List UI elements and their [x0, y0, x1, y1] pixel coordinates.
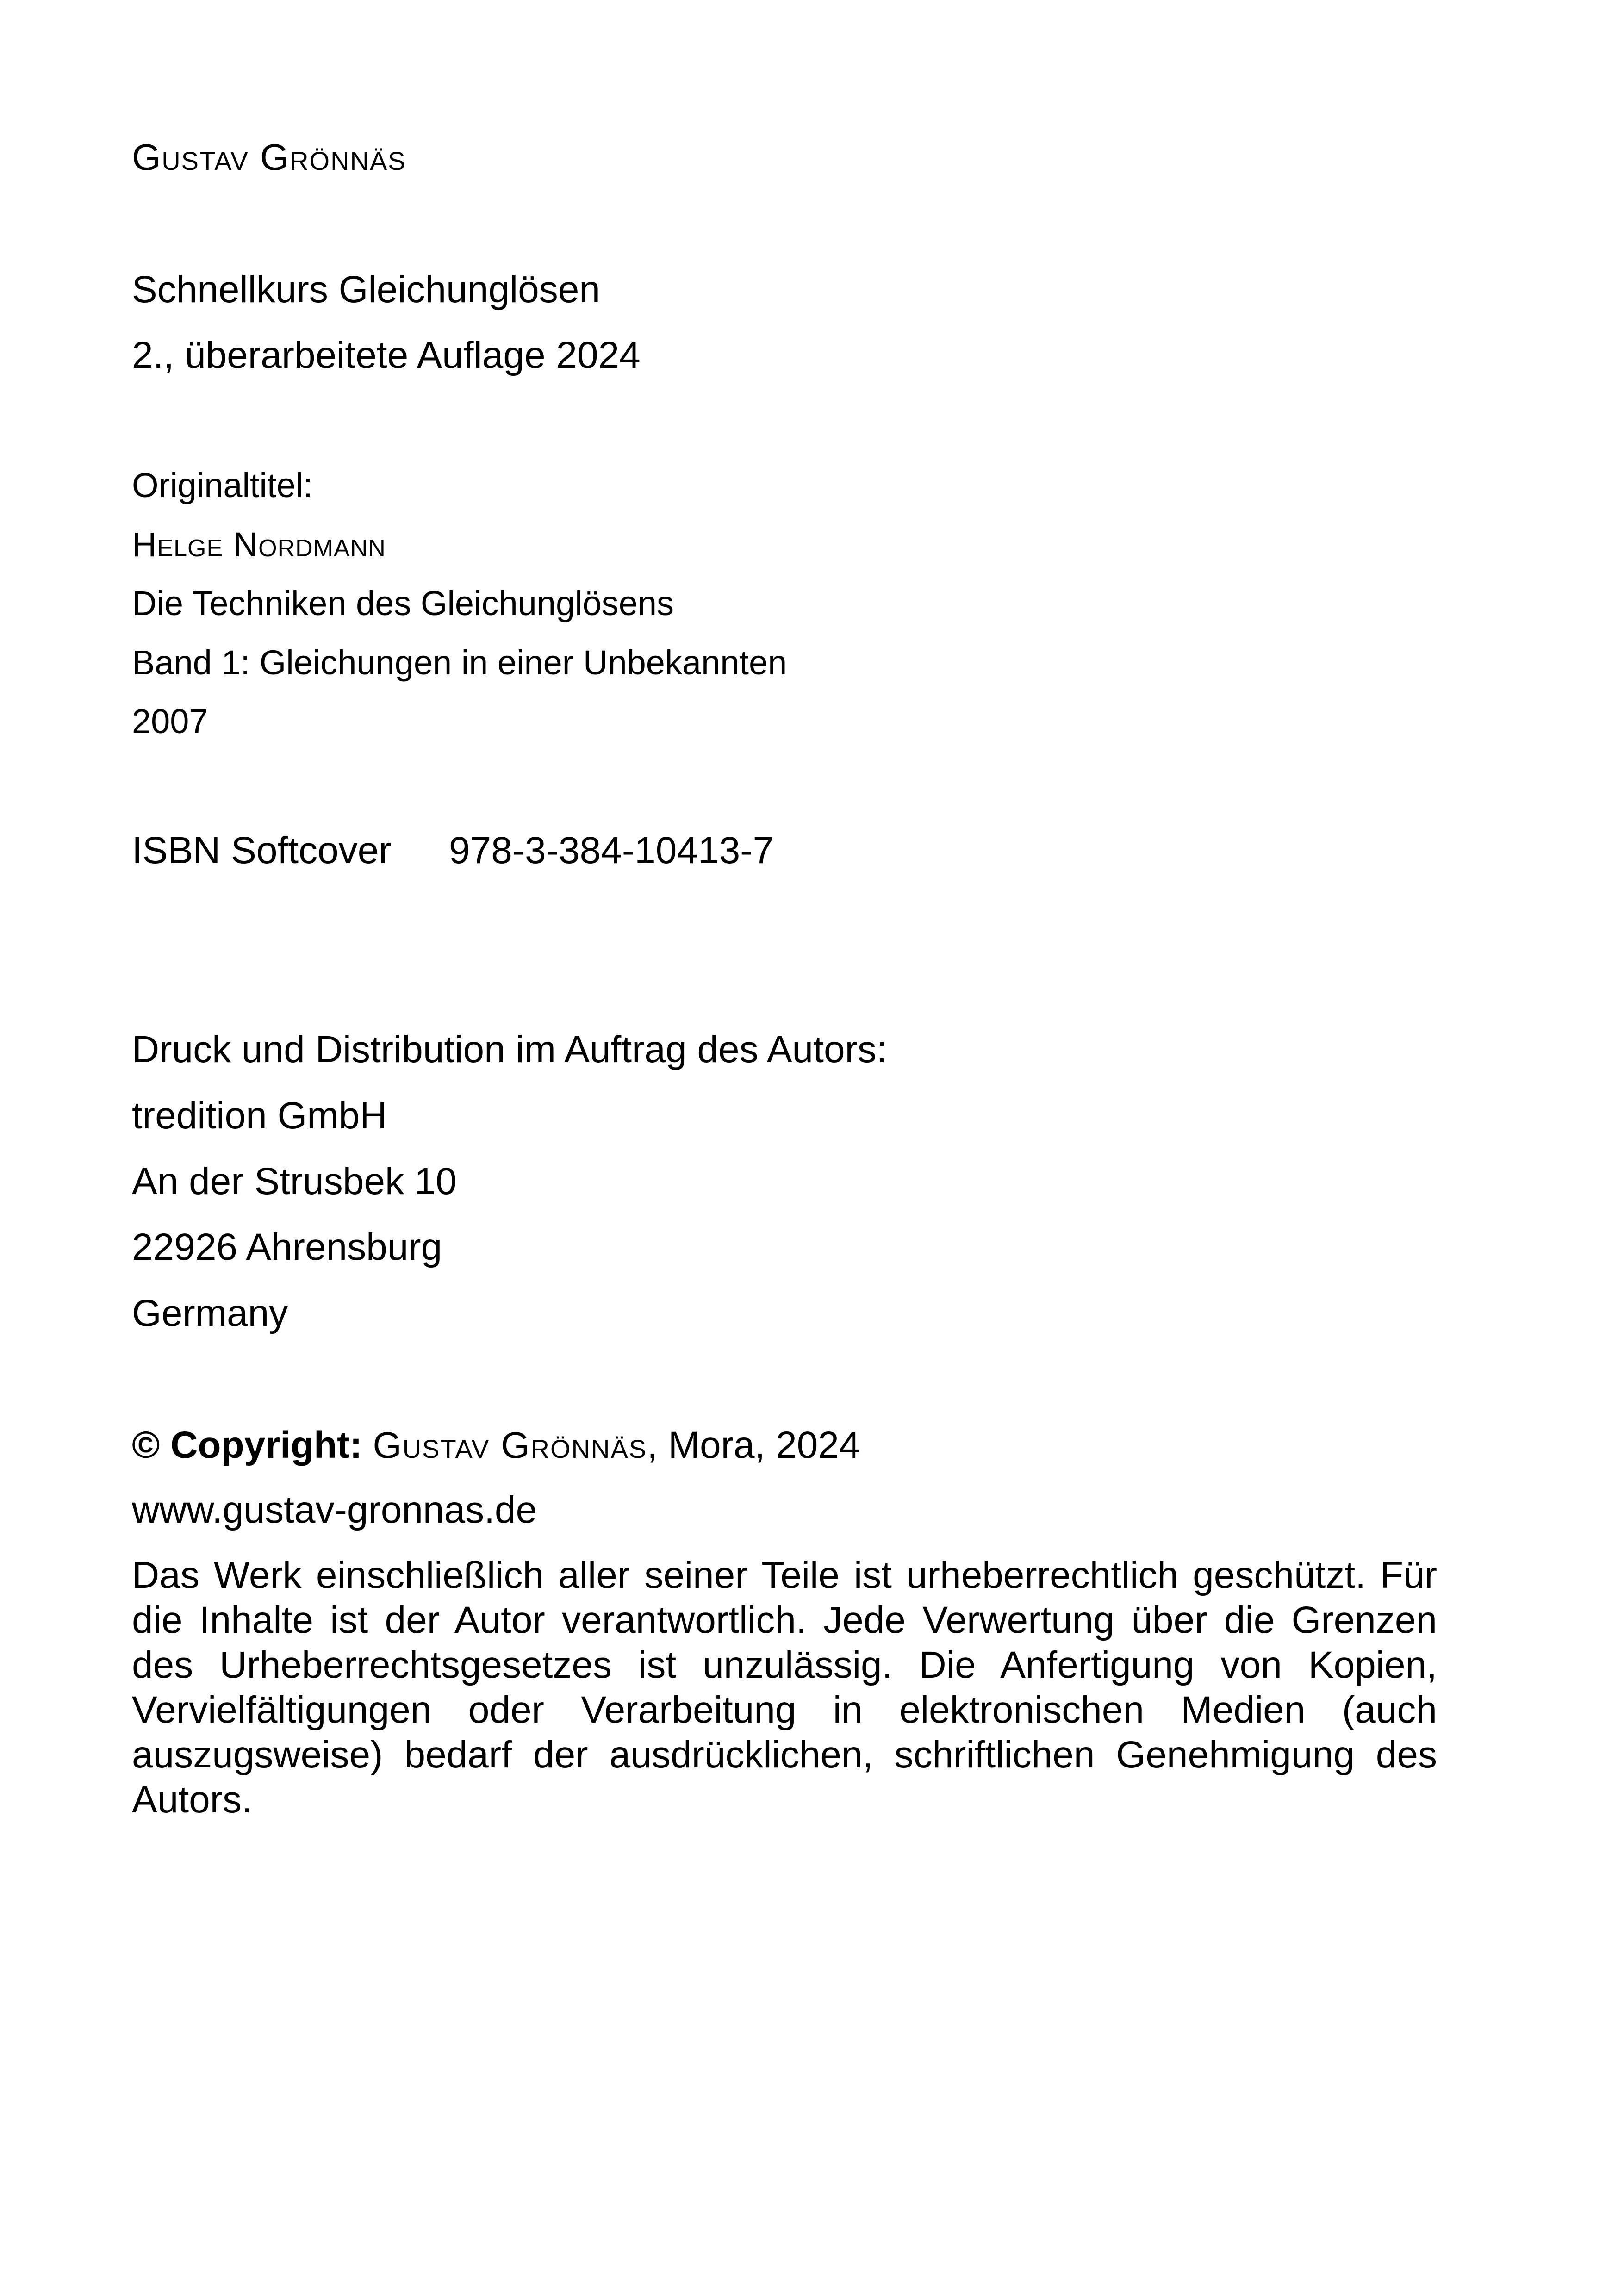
original-author: Helge Nordmann	[132, 525, 386, 564]
copyright-label: © Copyright:	[132, 1424, 362, 1466]
original-title-label: Originaltitel:	[132, 466, 313, 504]
copyright-holder: Gustav Grönnäs	[373, 1425, 647, 1466]
legal-notice: Das Werk einschließlich aller seiner Teile ist urheberrechtlich geschützt. Für die Inhalte ist der Autor verantwortlich. Jede Verwertung über die Grenzen des Urheberrechtsgesetzes ist unzulässig. Die Anfertigung von Kopien, Vervielfältigungen oder Verarbeitung in elektronischen Medien (auch auszugsweise) bedarf der ausdrücklichen, schriftlichen Genehmigung des Autors.	[132, 1554, 1437, 1821]
original-title: Die Techniken des Gleichunglösens	[132, 584, 674, 622]
printing-country: Germany	[132, 1292, 288, 1334]
printing-city: 22926 Ahrensburg	[132, 1226, 442, 1268]
original-volume: Band 1: Gleichungen in einer Unbekannten	[132, 643, 787, 682]
original-year: 2007	[132, 702, 208, 740]
isbn-label: ISBN Softcover	[132, 829, 392, 871]
author-name: Gustav Grönnäs	[132, 137, 406, 178]
printing-company: tredition GmbH	[132, 1095, 387, 1137]
isbn-line	[132, 829, 774, 871]
isbn-value: 978-3-384-10413-7	[449, 829, 774, 871]
book-title: Schnellkurs Gleichunglösen	[132, 268, 600, 311]
book-edition: 2., überarbeitete Auflage 2024	[132, 334, 641, 376]
copyright-rest: , Mora, 2024	[647, 1424, 860, 1466]
printing-label: Druck und Distribution im Auftrag des Autors:	[132, 1028, 887, 1070]
copyright-line	[132, 1426, 860, 1464]
website-link[interactable]: www.gustav-gronnas.de	[132, 1489, 537, 1531]
printing-street: An der Strusbek 10	[132, 1160, 457, 1202]
